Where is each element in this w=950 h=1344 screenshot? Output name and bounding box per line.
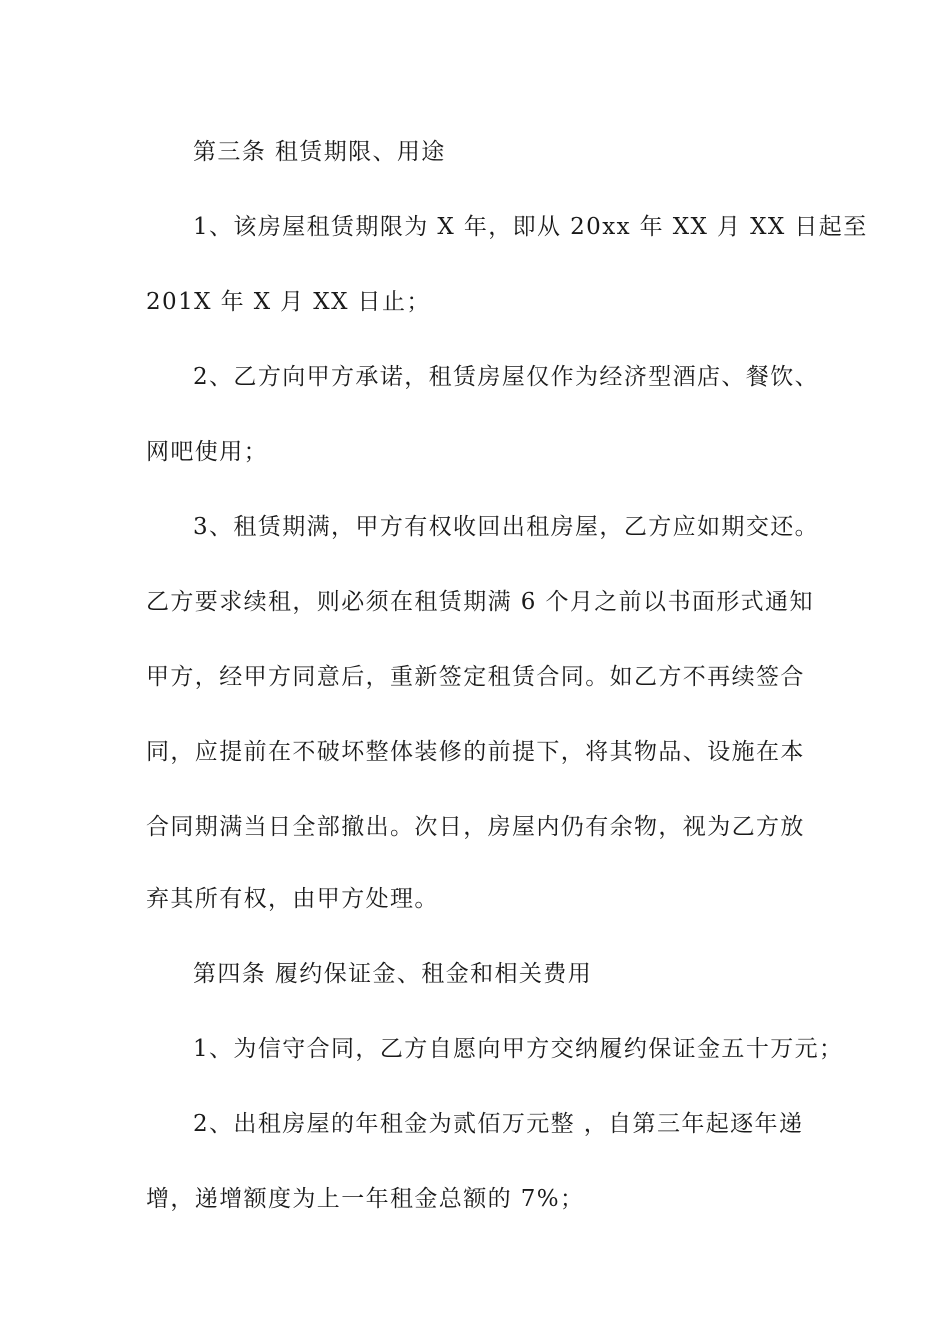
paragraph-line: 增，递增额度为上一年租金总额的 7%； [146,1186,585,1212]
paragraph-line: 2、乙方向甲方承诺，租赁房屋仅作为经济型酒店、餐饮、 [193,364,820,390]
paragraph-line: 弃其所有权，由甲方处理。 [146,886,439,912]
paragraph-line: 合同期满当日全部撤出。次日，房屋内仍有余物，视为乙方放 [146,814,805,840]
paragraph-line: 1、为信守合同，乙方自愿向甲方交纳履约保证金五十万元； [193,1036,844,1062]
paragraph-line: 2、出租房屋的年租金为贰佰万元整 ，自第三年起逐年递 [193,1111,804,1137]
paragraph-line: 3、租赁期满，甲方有权收回出租房屋，乙方应如期交还。 [193,514,820,540]
article-4-heading: 第四条 履约保证金、租金和相关费用 [193,961,593,987]
paragraph-line: 甲方，经甲方同意后，重新签定租赁合同。如乙方不再续签合 [146,664,805,690]
paragraph-line: 201X 年 X 月 XX 日止； [146,289,431,315]
paragraph-line: 同，应提前在不破坏整体装修的前提下，将其物品、设施在本 [146,739,805,765]
paragraph-line: 1、该房屋租赁期限为 X 年，即从 20xx 年 XX 月 XX 日起至 [193,214,868,240]
article-3-heading: 第三条 租赁期限、用途 [193,139,446,165]
paragraph-line: 网吧使用； [146,439,268,465]
paragraph-line: 乙方要求续租，则必须在租赁期满 6 个月之前以书面形式通知 [146,589,814,615]
